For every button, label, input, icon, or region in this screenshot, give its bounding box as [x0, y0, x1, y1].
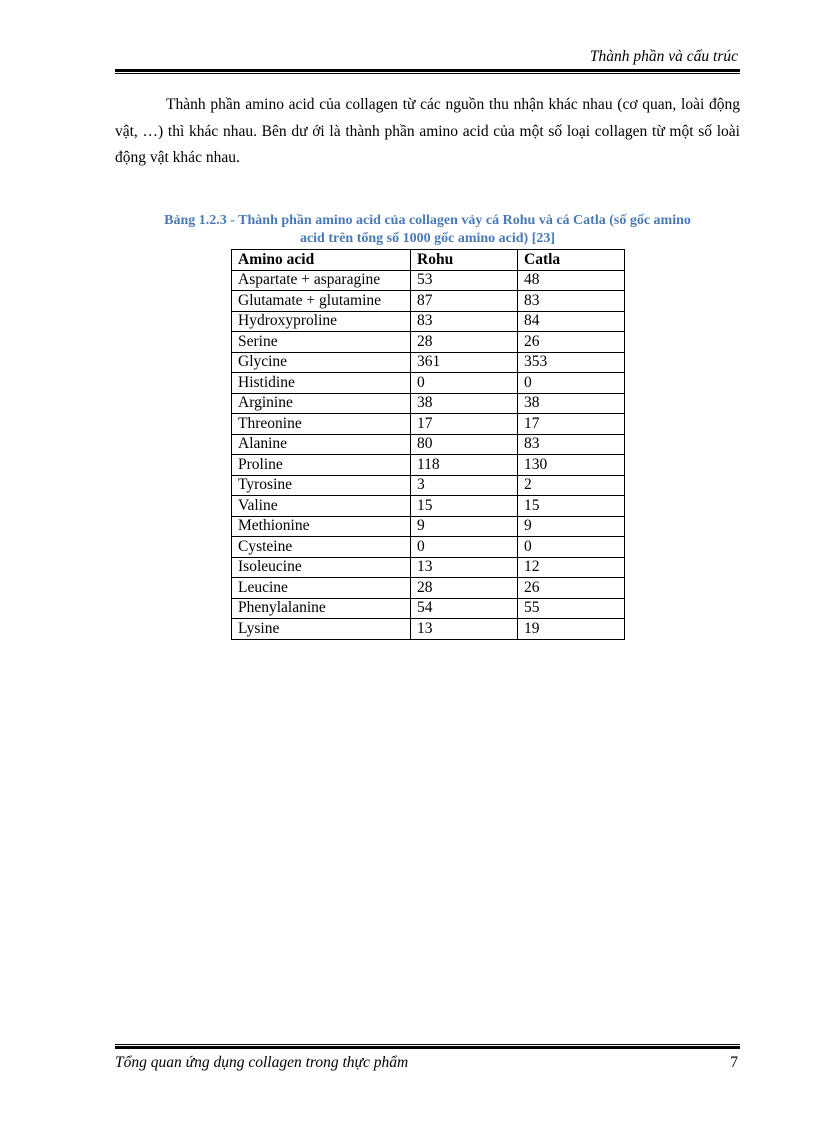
cell-catla: 12: [518, 557, 625, 578]
header-catla: Catla: [518, 250, 625, 271]
running-header-title: Thành phần và cấu trúc: [589, 48, 738, 65]
table-row: [232, 434, 625, 455]
cell-rohu: 54: [411, 598, 518, 619]
table-row: [232, 414, 625, 435]
header-divider: [115, 69, 740, 74]
running-footer-title: Tổng quan ứng dụng collagen trong thực phẩm: [115, 1054, 409, 1071]
cell-amino-acid: Lysine: [232, 619, 411, 640]
table-row: [232, 537, 625, 558]
table-row: [232, 598, 625, 619]
cell-rohu: 38: [411, 393, 518, 414]
cell-rohu: 13: [411, 557, 518, 578]
cell-amino-acid: Isoleucine: [232, 557, 411, 578]
table-caption-line-1: Bảng 1.2.3 - Thành phần amino acid của collagen vảy cá Rohu và cá Catla (số gốc amino: [164, 213, 691, 228]
cell-catla: 83: [518, 434, 625, 455]
cell-rohu: 361: [411, 352, 518, 373]
cell-catla: 130: [518, 455, 625, 476]
table-row: [232, 455, 625, 476]
cell-catla: 15: [518, 496, 625, 517]
table-row: [232, 332, 625, 353]
header-rohu: Rohu: [411, 250, 518, 271]
cell-amino-acid: Proline: [232, 455, 411, 476]
footer-divider: [115, 1044, 740, 1049]
cell-catla: 9: [518, 516, 625, 537]
cell-rohu: 118: [411, 455, 518, 476]
cell-amino-acid: Serine: [232, 332, 411, 353]
cell-amino-acid: Methionine: [232, 516, 411, 537]
cell-amino-acid: Phenylalanine: [232, 598, 411, 619]
cell-catla: 19: [518, 619, 625, 640]
cell-amino-acid: Alanine: [232, 434, 411, 455]
cell-rohu: 9: [411, 516, 518, 537]
table-body: [232, 270, 625, 639]
page-number: 7: [730, 1054, 738, 1071]
cell-catla: 353: [518, 352, 625, 373]
amino-acid-table: [231, 249, 625, 640]
cell-rohu: 80: [411, 434, 518, 455]
cell-amino-acid: Cysteine: [232, 537, 411, 558]
cell-amino-acid: Leucine: [232, 578, 411, 599]
cell-rohu: 28: [411, 578, 518, 599]
cell-rohu: 0: [411, 373, 518, 394]
cell-catla: 26: [518, 332, 625, 353]
cell-catla: 84: [518, 311, 625, 332]
table-row: [232, 619, 625, 640]
cell-catla: 55: [518, 598, 625, 619]
cell-rohu: 83: [411, 311, 518, 332]
cell-catla: 48: [518, 270, 625, 291]
table-row: [232, 578, 625, 599]
table-row: [232, 475, 625, 496]
cell-amino-acid: Valine: [232, 496, 411, 517]
table-header-row: [232, 250, 625, 271]
table-row: [232, 270, 625, 291]
cell-amino-acid: Arginine: [232, 393, 411, 414]
cell-catla: 83: [518, 291, 625, 312]
cell-rohu: 17: [411, 414, 518, 435]
cell-catla: 0: [518, 373, 625, 394]
table-row: [232, 393, 625, 414]
cell-rohu: 87: [411, 291, 518, 312]
table-row: [232, 311, 625, 332]
cell-amino-acid: Aspartate + asparagine: [232, 270, 411, 291]
cell-catla: 26: [518, 578, 625, 599]
cell-rohu: 0: [411, 537, 518, 558]
intro-paragraph: Thành phần amino acid của collagen từ các nguồn thu nhận khác nhau (cơ quan, loài động vật, …) thì khác nhau. Bên dư ới là thành phần amino acid của một số loại collagen từ một số loài động vật khác nhau.: [115, 96, 740, 166]
cell-rohu: 15: [411, 496, 518, 517]
cell-amino-acid: Hydroxyproline: [232, 311, 411, 332]
cell-catla: 0: [518, 537, 625, 558]
cell-rohu: 3: [411, 475, 518, 496]
cell-amino-acid: Glycine: [232, 352, 411, 373]
cell-amino-acid: Glutamate + glutamine: [232, 291, 411, 312]
cell-amino-acid: Histidine: [232, 373, 411, 394]
header-amino-acid: Amino acid: [232, 250, 411, 271]
table-row: [232, 291, 625, 312]
table-row: [232, 373, 625, 394]
table-row: [232, 557, 625, 578]
table-caption: [100, 212, 755, 248]
table-row: [232, 496, 625, 517]
cell-amino-acid: Threonine: [232, 414, 411, 435]
cell-rohu: 28: [411, 332, 518, 353]
cell-catla: 38: [518, 393, 625, 414]
cell-catla: 2: [518, 475, 625, 496]
cell-rohu: 13: [411, 619, 518, 640]
table-caption-line-2: acid trên tổng số 1000 gốc amino acid) [23]: [299, 231, 556, 246]
table-row: [232, 516, 625, 537]
cell-catla: 17: [518, 414, 625, 435]
table-row: [232, 352, 625, 373]
cell-rohu: 53: [411, 270, 518, 291]
cell-amino-acid: Tyrosine: [232, 475, 411, 496]
